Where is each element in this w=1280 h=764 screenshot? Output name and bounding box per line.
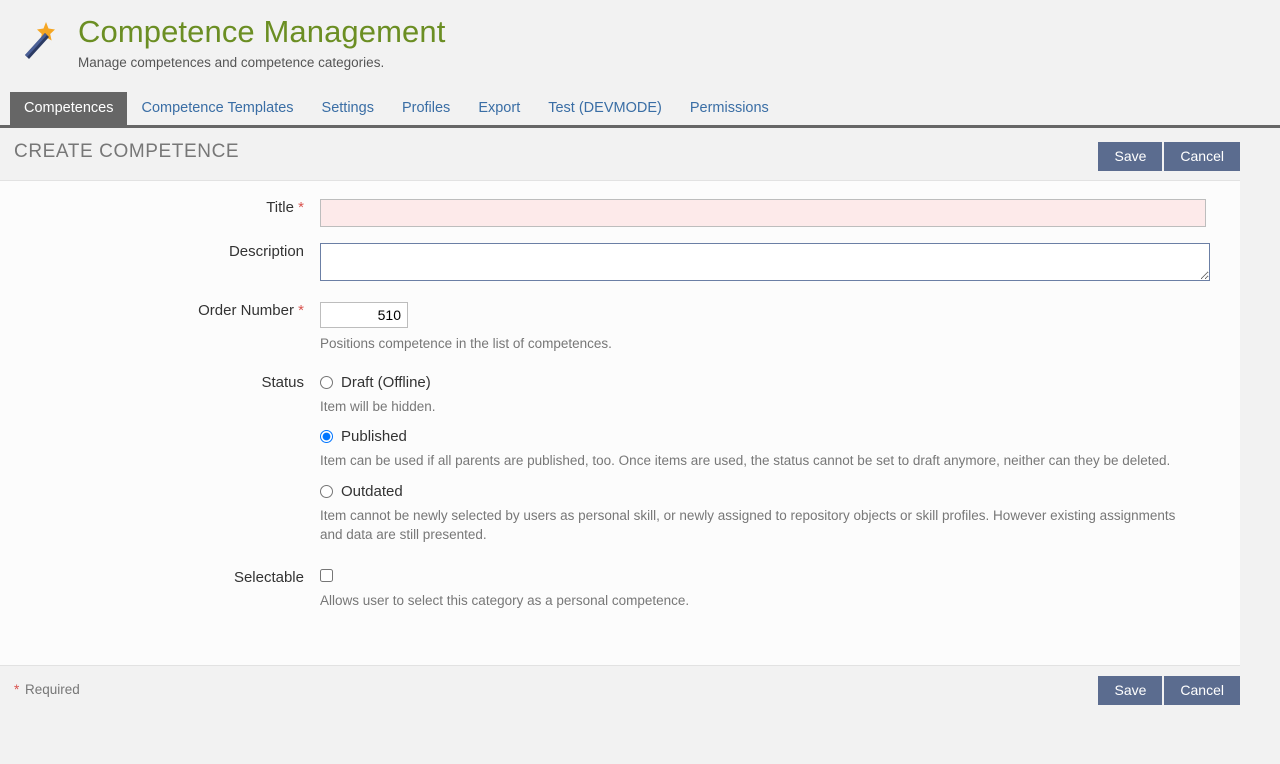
status-outdated-radio[interactable] — [320, 485, 333, 498]
required-marker: * — [14, 682, 20, 697]
selectable-label: Selectable — [233, 568, 304, 586]
description-field-col — [320, 243, 1240, 284]
status-option-outdated[interactable] — [320, 483, 1220, 545]
save-button-bottom[interactable]: Save — [1098, 676, 1162, 705]
form-row-selectable — [0, 547, 1240, 635]
required-text: Required — [25, 682, 80, 697]
order-number-required-marker: * — [298, 302, 304, 319]
title-required-marker: * — [298, 199, 304, 216]
cancel-button-bottom[interactable]: Cancel — [1164, 676, 1240, 705]
status-draft-radio-line[interactable] — [320, 374, 1220, 391]
title-field-col — [320, 199, 1240, 227]
top-button-group — [1096, 142, 1240, 171]
title-block — [78, 14, 1280, 70]
tab-settings[interactable]: Settings — [321, 100, 374, 116]
status-draft-hint: Item will be hidden. — [320, 398, 436, 414]
title-input[interactable] — [320, 199, 1206, 227]
description-label: Description — [228, 243, 304, 260]
save-button-top[interactable]: Save — [1098, 142, 1162, 171]
status-label: Status — [261, 373, 304, 391]
tab-competences[interactable]: Competences — [10, 92, 127, 125]
cancel-button-top[interactable]: Cancel — [1164, 142, 1240, 171]
section-header — [0, 128, 1280, 180]
order-number-input[interactable] — [320, 302, 408, 328]
main-tabbar — [0, 92, 1280, 128]
form-row-title — [0, 181, 1240, 227]
status-outdated-label: Outdated — [341, 482, 403, 500]
status-published-radio[interactable] — [320, 430, 333, 443]
magic-wand-icon — [16, 14, 64, 66]
status-draft-radio[interactable] — [320, 376, 333, 389]
form-row-order-number — [0, 284, 1240, 354]
bottom-button-group — [1096, 676, 1240, 705]
status-draft-label: Draft (Offline) — [341, 373, 431, 391]
selectable-hint: Allows user to select this category as a personal competence. — [320, 592, 690, 608]
tab-export[interactable]: Export — [478, 100, 521, 116]
title-label-text: Title — [266, 199, 294, 216]
page-subtitle: Manage competences and competence categories. — [78, 54, 385, 70]
form-row-status — [0, 354, 1240, 547]
section-title: CREATE COMPETENCE — [14, 141, 240, 162]
create-competence-form — [0, 180, 1240, 666]
status-outdated-radio-line[interactable] — [320, 483, 1220, 500]
selectable-checkbox-line[interactable] — [320, 569, 1220, 585]
description-textarea[interactable] — [320, 243, 1210, 281]
order-number-field-col — [320, 302, 1240, 354]
status-field-col — [320, 374, 1240, 547]
title-label — [0, 199, 320, 216]
order-number-label-text: Order Number — [198, 302, 294, 319]
page-header — [0, 0, 1280, 92]
status-published-label: Published — [341, 428, 407, 446]
status-published-radio-line[interactable] — [320, 428, 1220, 445]
required-note — [14, 682, 80, 697]
form-footer — [0, 666, 1280, 718]
selectable-field-col — [320, 569, 1240, 611]
status-option-published[interactable] — [320, 428, 1220, 471]
order-number-label — [0, 302, 320, 319]
status-option-draft[interactable] — [320, 374, 1220, 417]
tab-permissions[interactable]: Permissions — [689, 100, 769, 116]
status-outdated-hint: Item cannot be newly selected by users as personal skill, or newly assigned to repository objects or skill profiles. However existing assignments and data are still presented. — [320, 507, 1176, 543]
page-title: Competence Management — [78, 14, 446, 49]
tab-profiles[interactable]: Profiles — [401, 100, 451, 116]
order-number-hint: Positions competence in the list of competences. — [320, 336, 612, 351]
tab-test-devmode[interactable]: Test (DEVMODE) — [548, 100, 662, 116]
status-published-hint: Item can be used if all parents are published, too. Once items are used, the status cannot be set to draft anymore, neither can they be deleted. — [320, 453, 1171, 469]
form-row-description — [0, 227, 1240, 284]
tab-competence-templates[interactable]: Competence Templates — [141, 100, 294, 116]
selectable-checkbox[interactable] — [320, 569, 333, 582]
